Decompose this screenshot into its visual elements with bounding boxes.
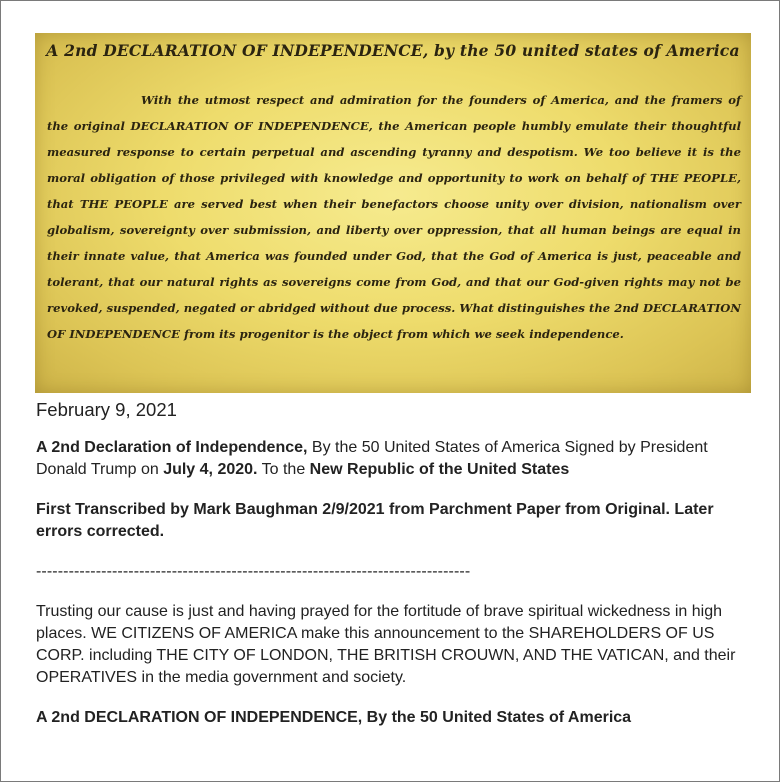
intro-text-1: By the 50 United States of America Signed by President Donald Trump on	[36, 439, 708, 478]
intro-text-2: To the	[257, 461, 310, 478]
intro-date: July 4, 2020.	[163, 461, 258, 478]
transcribed-note: First Transcribed by Mark Baughman 2/9/2021 from Parchment Paper from Original. Later errors corrected.	[36, 501, 714, 540]
intro-republic: New Republic of the United States	[309, 461, 570, 478]
closing-heading: A 2nd DECLARATION OF INDEPENDENCE, By the 50 United States of America	[36, 709, 632, 726]
parchment-image	[35, 33, 751, 393]
intro-title: A 2nd Declaration of Independence,	[36, 439, 308, 456]
parchment-title: A 2nd DECLARATION OF INDEPENDENCE, by the 50 united states of America	[46, 41, 740, 60]
trust-paragraph: Trusting our cause is just and having prayed for the fortitude of brave spiritual wickedness in high places. WE CITIZENS OF AMERICA make this announcement to the SHAREHOLDERS OF US CORP. including THE CITY OF LONDON, THE BRITISH CROUWN, AND THE VATICAN, and their OPERATIVES in the media government and society.	[36, 603, 736, 686]
intro-paragraph	[36, 437, 746, 481]
parchment-text: With the utmost respect and admiration for the founders of America, and the framers of the original DECLARATION OF INDEPENDENCE, the American people humbly emulate their thoughtful measured response to certain perpetual and ascending tyranny and despotism. We too believe it is the moral obligation of those privileged with knowledge and opportunity to work on behalf of THE PEOPLE, that THE PEOPLE are served best when their benefactors choose unity over division, nationalism over globalism, sovereignty over submission, and liberty over oppression, that all human beings are equal in their innate value, that America was founded under God, that the God of America is just, peaceable and tolerant, that our natural rights as sovereigns come from God, and that our God-given rights may not be revoked, suspended, negated or abridged without due process. What distinguishes the 2nd DECLARATION OF INDEPENDENCE from its progenitor is the object from which we seek independence.	[47, 93, 741, 341]
separator-line: --------------------------------------------------------------------------------	[36, 563, 471, 580]
post-date: February 9, 2021	[36, 399, 177, 420]
article-body	[36, 397, 746, 747]
